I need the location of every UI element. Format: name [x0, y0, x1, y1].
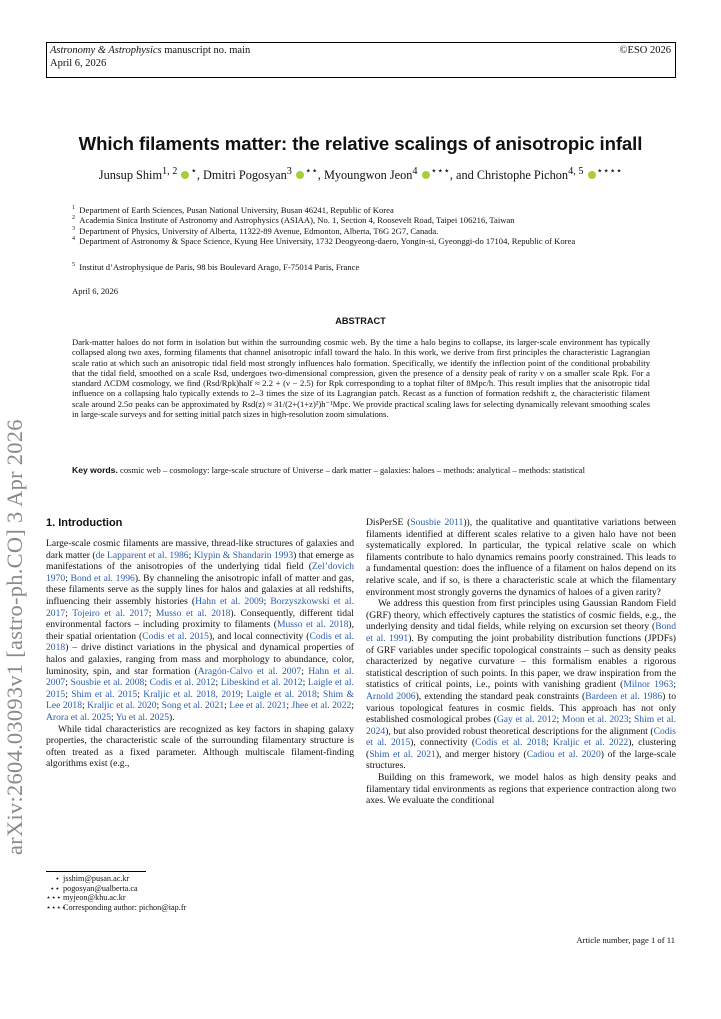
- citation-link[interactable]: Gay et al. 2012: [496, 714, 557, 726]
- footnote-text: myjeon@khu.ac.kr: [63, 893, 126, 903]
- citation-link[interactable]: Bardeen et al. 1986: [585, 690, 663, 702]
- citation-link[interactable]: Moon et al. 2023: [561, 714, 629, 726]
- text-run: ;: [301, 665, 309, 677]
- citation-link[interactable]: Cadiou et al. 2020: [526, 748, 601, 760]
- left-column: [46, 538, 354, 770]
- footnote-text: jsshim@pusan.ac.kr: [63, 874, 130, 883]
- paragraph: [366, 598, 676, 772]
- text-run: ), but also provided robust theoretical descriptions for the alignment (: [385, 725, 654, 737]
- text-run: ;: [628, 714, 634, 726]
- text-run: While tidal characteristics are recognized as key factors in shaping galaxy properties, the characteristic scale of the surrounding filamentary structure is often treated as a fixed parameter. Although multiscale filament-finding algorithms exist (e.g.,: [46, 723, 354, 770]
- citation-link[interactable]: Hahn et al. 2007: [46, 665, 354, 689]
- citation-link[interactable]: Yu et al. 2025: [115, 711, 170, 723]
- text-run: ;: [316, 688, 323, 700]
- citation-link[interactable]: Milnor 1963: [623, 679, 674, 691]
- citation-link[interactable]: Tojeiro et al. 2017: [72, 607, 149, 619]
- footnote-mark: ⋆⋆⋆⋆: [46, 902, 67, 912]
- affiliation-text: Department of Earth Sciences, Pusan National University, Busan 46241, Republic of Korea: [79, 204, 394, 215]
- citation-link[interactable]: Kraljic et al. 2018, 2019: [143, 688, 241, 700]
- keywords-text: cosmic web – cosmology: large-scale structure of Universe – dark matter – galaxies: haloes – methods: analytical – methods: statistical: [120, 465, 585, 475]
- footnote: [46, 903, 186, 913]
- citation-link[interactable]: Musso et al. 2018: [155, 607, 231, 619]
- affiliation: [72, 234, 652, 246]
- keywords-label: Key words.: [72, 465, 118, 475]
- paper-title: Which filaments matter: the relative scalings of anisotropic infall: [78, 133, 643, 154]
- text-run: ;: [65, 607, 73, 619]
- footnote-rule: [46, 871, 146, 872]
- section-heading: 1. Introduction: [46, 517, 123, 529]
- author-name: Christophe Pichon: [476, 168, 569, 183]
- paragraph: [366, 517, 676, 598]
- author-name: Dmitri Pogosyan: [203, 168, 287, 183]
- text-run: ;: [240, 688, 247, 700]
- text-run: ). By computing the joint probability distribution functions (JPDFs) of GRF variables under specific topological constraints – such as density peaks characterized by negative curvature – this formalism enables a rigorous statistical description of such points. In this paper, we draw inspiration from the statistics of critical points, i.e., points with vanishing gradient (: [366, 632, 676, 691]
- affiliation: [72, 260, 652, 272]
- citation-link[interactable]: Bond et al. 1991: [366, 621, 676, 644]
- text-run: ;: [111, 711, 116, 723]
- paragraph: [46, 724, 354, 770]
- citation-link[interactable]: Song et al. 2021: [161, 700, 225, 712]
- citation-link[interactable]: Laigle et al. 2018: [246, 688, 317, 700]
- text-run: ;: [144, 677, 150, 689]
- affiliation-text: Academia Sinica Institute of Astronomy and Astrophysics (ASIAA), No. 1, Section 4, Roosevelt Road, Taipei 106216, Taiwan: [79, 214, 515, 225]
- header-date: April 6, 2026: [50, 58, 107, 69]
- text-run: ). By channeling the anisotropic infall of matter and gas, these filaments serve as the supply lines for halos and galaxies at all redshifts, influencing their assembly histories (: [46, 572, 354, 607]
- footnote-mark: ⋆⋆⋆: [46, 893, 62, 903]
- copyright: ©ESO 2026: [619, 45, 671, 56]
- text-run: ), clustering (: [366, 737, 676, 760]
- author-note-mark: ⋆⋆⋆⋆: [596, 166, 623, 177]
- orcid-icon: [181, 171, 189, 179]
- citation-link[interactable]: Hahn et al. 2009: [195, 595, 264, 607]
- citation-link[interactable]: Laigle et al. 2015: [46, 677, 354, 700]
- paragraph: [366, 772, 676, 807]
- citation-link[interactable]: de Lapparent et al. 1986: [95, 549, 189, 561]
- text-run: We address this question from first principles using Gaussian Random Field (GRF) theory, which effectively captures the statistics of cosmic fields, e.g., the underlying density and tidal fields, while relying on excursion set theory (: [366, 598, 676, 633]
- text-run: ), extending the standard peak constraints (: [415, 690, 586, 702]
- journal-line: [50, 45, 250, 56]
- text-run: ;: [188, 549, 194, 561]
- page-footer: Article number, page 1 of 11: [576, 935, 675, 945]
- citation-link[interactable]: Jhee et al. 2022: [291, 700, 352, 712]
- citation-link[interactable]: Aragón-Calvo et al. 2007: [197, 665, 302, 677]
- paragraph: [46, 538, 354, 724]
- author-name: Junsup Shim: [98, 168, 163, 183]
- citation-link[interactable]: Shim et al. 2021: [369, 748, 436, 760]
- citation-link[interactable]: Codis et al. 2018: [46, 630, 354, 654]
- received-date: April 6, 2026: [72, 286, 119, 296]
- text-run: ;: [65, 688, 72, 700]
- footnote: [46, 884, 138, 894]
- citation-link[interactable]: Kraljic et al. 2022: [553, 737, 629, 749]
- citation-link[interactable]: Codis et al. 2015: [366, 725, 676, 749]
- text-run: ), connectivity (: [410, 737, 476, 749]
- text-run: ;: [65, 572, 71, 584]
- citation-link[interactable]: Kraljic et al. 2020: [87, 700, 157, 712]
- text-run: ), their spatial orientation (: [46, 619, 354, 642]
- author-affil-sup: 4, 5: [568, 166, 584, 177]
- citation-link[interactable]: Libeskind et al. 2012: [220, 677, 303, 689]
- text-run: ;: [156, 700, 162, 712]
- text-run: ) that emerge as manifestations of the anisotropies of the underlying tidal field (: [46, 549, 354, 573]
- citation-link[interactable]: Codis et al. 2018: [475, 737, 547, 749]
- citation-link[interactable]: Sousbie et al. 2008: [70, 677, 145, 689]
- affiliation-text: Department of Physics, University of Alberta, 11322-89 Avenue, Edmonton, Alberta, T6G 2G7, Canada.: [79, 225, 439, 236]
- orcid-icon: [588, 171, 596, 179]
- author-note-mark: ⋆: [190, 166, 197, 177]
- text-run: ) to various topological features in cosmic fields. This approach has not only established cosmological probes (: [366, 690, 676, 726]
- footnote-mark: ⋆⋆: [49, 883, 60, 893]
- manuscript-label: manuscript no. main: [164, 45, 251, 56]
- citation-link[interactable]: Shim et al. 2024: [366, 714, 676, 737]
- text-run: ;: [673, 679, 676, 691]
- text-run: ), and merger history (: [435, 748, 527, 760]
- text-run: )), the qualitative and quantitative variations between filaments identified at different scales relative to a given halo have not been systematically explored. In particular, the typical relative scale on which filaments contribute to halo dynamics remains poorly constrained. This leads to a fundamental question: does the influence of a filament on halos depend on its relative scale, and if so, is there a characteristic scale at which the filamentary environment most strongly governs the dynamics of haloes of a given rarity?: [366, 517, 677, 598]
- keywords: [72, 465, 650, 475]
- citation-link[interactable]: Klypin & Shandarin 1993: [193, 549, 294, 561]
- orcid-icon: [296, 171, 304, 179]
- affiliation-number: 5: [72, 262, 75, 268]
- text-run: ;: [148, 607, 156, 619]
- text-run: ;: [82, 700, 88, 712]
- text-run: ;: [215, 677, 221, 689]
- author-list: Junsup Shim$^{1, 2}$ ⋆, Dmitri Pogosyan$^3$ ⋆⋆, Myoungwon Jeon$^4$ ⋆⋆⋆, and Christophe Pichon$^{4, 5}$ ⋆⋆⋆⋆: [98, 166, 623, 183]
- text-run: ) – drive distinct variations in the physical and dynamical properties of halos and galaxies, ranging from mass and morphology to abundance, color, luminosity, spin, and star formation (: [46, 642, 354, 677]
- citation-link[interactable]: Shim & Lee 2018: [46, 688, 354, 712]
- text-run: ;: [546, 737, 554, 749]
- footnote: [46, 874, 129, 884]
- text-run: ;: [556, 714, 562, 726]
- citation-link[interactable]: Borzyszkowski et al. 2017: [46, 595, 354, 619]
- text-run: ;: [65, 677, 71, 689]
- author-affil-sup: 3: [286, 166, 292, 177]
- affiliation-number: 1: [72, 205, 75, 211]
- citation-link[interactable]: Sousbie 2011: [410, 517, 464, 528]
- citation-link[interactable]: Arora et al. 2025: [46, 711, 112, 723]
- text-run: ), and local connectivity (: [208, 630, 310, 642]
- citation-link[interactable]: Codis et al. 2012: [149, 677, 216, 689]
- affiliation-text: Institut d’Astrophysique de Paris, 98 bis Boulevard Arago, F-75014 Paris, France: [79, 261, 360, 272]
- affiliation-text: Department of Astronomy & Space Science, Kyung Hee University, 1732 Deogyeong-daero, Yongin-si, Gyeonggi-do 17104, Republic of Korea: [79, 235, 576, 246]
- right-column: [366, 517, 676, 807]
- affiliation-number: 2: [72, 215, 75, 221]
- citation-link[interactable]: Arnold 2006: [366, 690, 416, 702]
- text-run: Large-scale cosmic filaments are massive, thread-like structures of galaxies and dark matter (: [46, 538, 354, 561]
- text-run: ;: [137, 688, 144, 700]
- text-run: ). Consequently, different tidal environmental factors – including proximity to filaments (: [46, 607, 354, 631]
- author-affil-sup: 4: [412, 166, 418, 177]
- orcid-icon: [422, 171, 430, 179]
- text-run: ;: [224, 700, 230, 712]
- footnote-mark: ⋆: [54, 874, 60, 883]
- author-note-mark: ⋆⋆: [304, 166, 318, 177]
- text-run: ;: [286, 700, 292, 712]
- citation-link[interactable]: Codis et al. 2015: [142, 630, 209, 642]
- citation-link[interactable]: Musso et al. 2018: [276, 619, 349, 631]
- text-run: ) of the large-scale structures.: [366, 748, 676, 772]
- text-run: ).: [169, 711, 175, 723]
- citation-link[interactable]: Lee et al. 2021: [229, 700, 287, 712]
- affiliation-number: 3: [72, 226, 75, 232]
- text-run: ;: [263, 595, 271, 607]
- text-run: DisPerSE (: [366, 517, 411, 528]
- author-name: Myoungwon Jeon: [323, 168, 413, 183]
- abstract-heading: ABSTRACT: [335, 316, 386, 326]
- citation-link[interactable]: Zel’dovich 1970: [46, 561, 354, 584]
- text-run: ;: [302, 677, 308, 689]
- abstract-text: Dark-matter haloes do not form in isolation but within the surrounding cosmic web. By the time a halo begins to collapse, its larger-scale environment has typically collapsed along two axes, forming filaments that channel anisotropic infall toward the halo. In this work, we derive from first principles the characteristic Lagrangian scale ratio at which such an anisotropic tidal field most strongly influences halo formation. Specifically, we identify the inflection point of the conditional probability that the tidal field, smoothed on a scale Rsd, undergoes two-dimensional compression, given the presence of a density peak of rarity ν on a smaller scale Rpk. For a standard ΛCDM cosmology, we find (Rsd/Rpk)half ≈ 2.2 + (ν − 2.5) for Rpk corresponding to a tophat filter of 8Mpc/h. This result implies that the anisotropic tidal influence on a collapsing halo typically extends to 2–3 times the size of its Lagrangian patch. Recast as a function of formation redshift z, the characteristic filament scale around 2.5σ peaks can be approximated by Rsd(z) ≈ 31/(2+(1+z)²)h⁻¹Mpc. We provide practical scaling laws for selecting dynamically relevant smoothing scales in large-scale surveys and for setting initial patch sizes in high-resolution zoom simulations.: [72, 337, 650, 420]
- author-note-mark: ⋆⋆⋆: [430, 166, 450, 177]
- footnote-text: pogosyan@ualberta.ca: [63, 883, 138, 893]
- affiliation-number: 4: [72, 236, 75, 242]
- arxiv-stamp: arXiv:2604.03093v1 [astro-ph.CO] 3 Apr 2026: [2, 419, 27, 855]
- text-run: Building on this framework, we model halos as high density peaks and filamentary tidal environments as regions that experience contraction along two axes. We evaluate the conditional: [366, 772, 676, 807]
- footnote-text: Corresponding author: pichon@iap.fr: [63, 902, 187, 912]
- footnote: [46, 893, 126, 903]
- author-affil-sup: 1, 2: [162, 166, 178, 177]
- journal-name: Astronomy & Astrophysics: [50, 45, 162, 56]
- citation-link[interactable]: Bond et al. 1996: [70, 572, 135, 584]
- citation-link[interactable]: Shim et al. 2015: [71, 688, 138, 700]
- text-run: ;: [351, 700, 354, 712]
